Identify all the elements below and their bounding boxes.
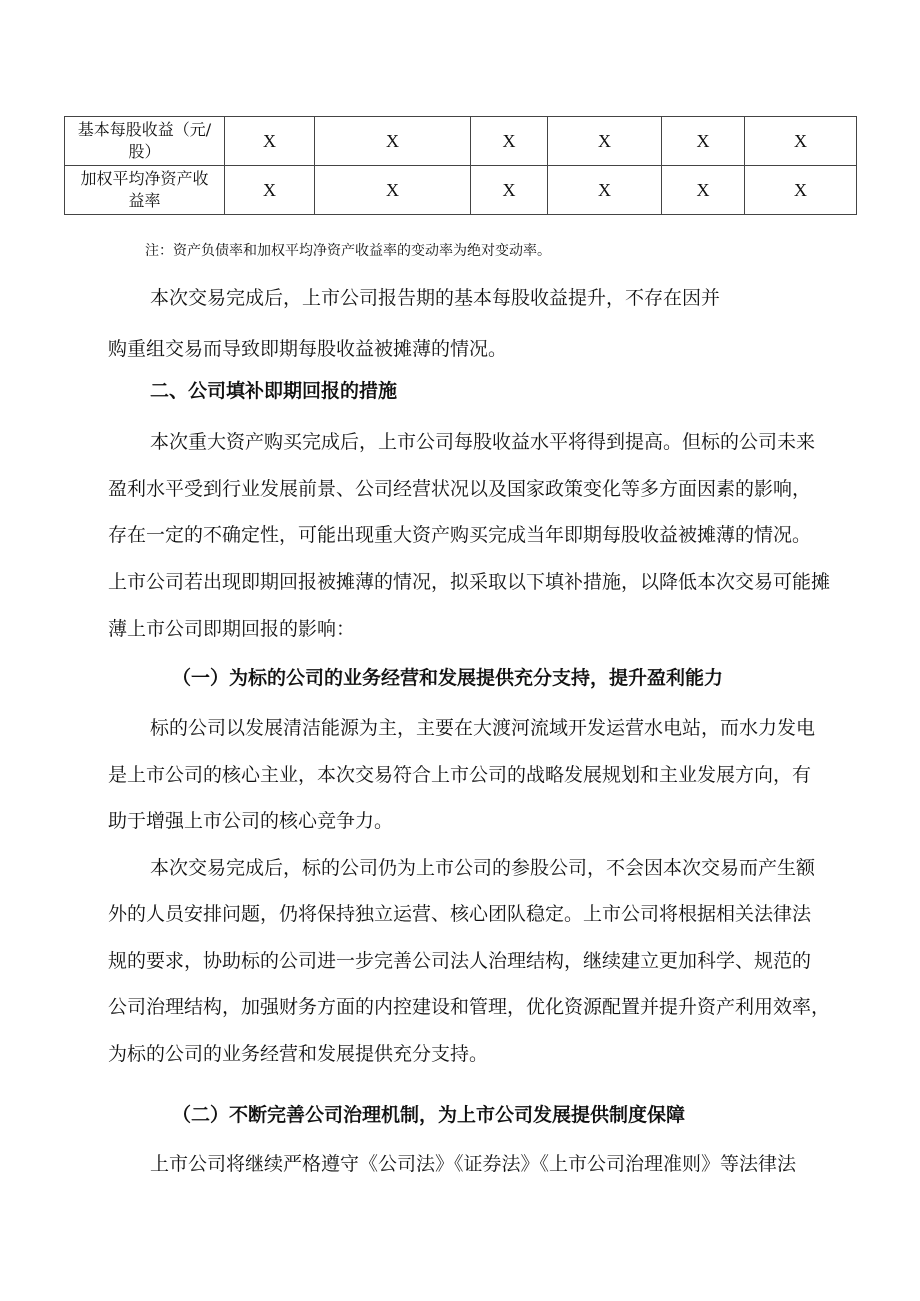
row-label (65, 117, 225, 166)
table-cell: X (471, 166, 548, 215)
table-row (65, 117, 857, 166)
table-cell: X (662, 166, 745, 215)
table-row (65, 166, 857, 215)
paragraph-line: 本次交易完成后，标的公司仍为上市公司的参股公司，不会因本次交易而产生额 (150, 857, 816, 879)
row-label (65, 166, 225, 215)
table-cell: X (745, 117, 857, 166)
paragraph-line: 购重组交易而导致即期每股收益被摊薄的情况。 (108, 338, 508, 360)
paragraph-line: 本次重大资产购买完成后，上市公司每股收益水平将得到提高。但标的公司未来 (150, 431, 816, 453)
section-heading: 二、公司填补即期回报的措施 (150, 380, 398, 402)
paragraph-line: 是上市公司的核心主业，本次交易符合上市公司的战略发展规划和主业发展方向，有 (108, 764, 812, 786)
paragraph-line: 外的人员安排问题，仍将保持独立运营、核心团队稳定。上市公司将根据相关法律法 (108, 903, 812, 925)
table-cell: X (315, 117, 471, 166)
paragraph-line: 助于增强上市公司的核心竞争力。 (108, 810, 394, 832)
table-cell: X (225, 117, 315, 166)
table-cell: X (315, 166, 471, 215)
subsection-heading: （一）为标的公司的业务经营和发展提供充分支持，提升盈利能力 (172, 667, 724, 689)
row-label-line: 基本每股收益（元/ (77, 120, 212, 139)
row-label-line: 股） (128, 142, 161, 161)
table-cell: X (662, 117, 745, 166)
table-cell: X (471, 117, 548, 166)
paragraph-line: 薄上市公司即期回报的影响： (108, 618, 356, 640)
table-cell: X (225, 166, 315, 215)
paragraph-line: 上市公司将继续严格遵守《公司法》《证券法》《上市公司治理准则》等法律法 (150, 1153, 797, 1175)
row-label-line: 益率 (128, 191, 161, 210)
row-label-line: 加权平均净资产收 (80, 169, 209, 188)
paragraph-line: 本次交易完成后，上市公司报告期的基本每股收益提升，不存在因并 (150, 287, 721, 309)
paragraph-line: 规的要求，协助标的公司进一步完善公司法人治理结构，继续建立更加科学、规范的 (108, 950, 812, 972)
table-footnote: 注：资产负债率和加权平均净资产收益率的变动率为绝对变动率。 (145, 243, 551, 259)
paragraph-line: 存在一定的不确定性，可能出现重大资产购买完成当年即期每股收益被摊薄的情况。 (108, 524, 812, 546)
financial-metrics-table (64, 116, 857, 215)
paragraph-line: 公司治理结构，加强财务方面的内控建设和管理，优化资源配置并提升资产利用效率， (108, 996, 831, 1018)
subsection-heading: （二）不断完善公司治理机制，为上市公司发展提供制度保障 (172, 1104, 686, 1126)
paragraph-line: 盈利水平受到行业发展前景、公司经营状况以及国家政策变化等多方面因素的影响， (108, 478, 812, 500)
table-cell: X (745, 166, 857, 215)
paragraph-line: 标的公司以发展清洁能源为主，主要在大渡河流域开发运营水电站，而水力发电 (150, 717, 816, 739)
paragraph-line: 为标的公司的业务经营和发展提供充分支持。 (108, 1043, 489, 1065)
paragraph-line: 上市公司若出现即期回报被摊薄的情况，拟采取以下填补措施，以降低本次交易可能摊 (108, 571, 831, 593)
table-cell: X (548, 117, 662, 166)
table-cell: X (548, 166, 662, 215)
